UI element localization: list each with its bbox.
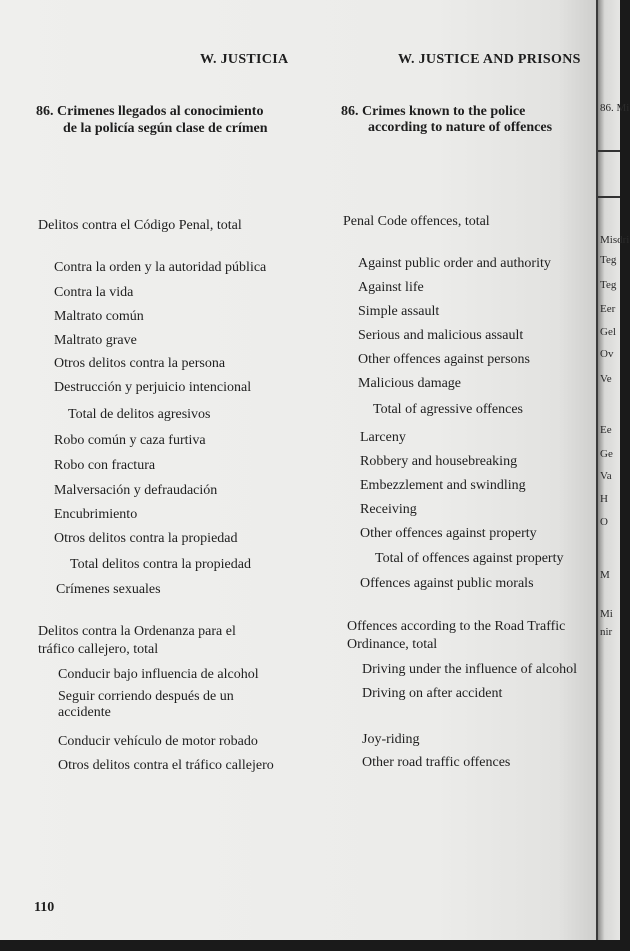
next-page-fragment: H <box>600 493 608 505</box>
row-label-en: Offences against public morals <box>360 576 534 591</box>
row-label-en: Driving under the influence of alcohol <box>362 662 577 677</box>
row-label-es: Contra la vida <box>54 285 134 300</box>
row-label-en: Total of offences against property <box>375 551 564 566</box>
next-page-fragment: Va <box>600 470 612 482</box>
row-label-es: Otros delitos contra la propiedad <box>54 531 238 546</box>
row-label-es: Total de delitos agresivos <box>68 407 211 422</box>
row-label-es: Contra la orden y la autoridad pública <box>54 260 267 275</box>
row-label-es: Otros delitos contra la persona <box>54 356 226 371</box>
next-page-fragment: Misdri <box>600 234 630 246</box>
row-label-en: Serious and malicious assault <box>358 328 524 343</box>
table-rule <box>598 196 620 198</box>
table-title-en: 86. Crimes known to the police <box>341 104 526 119</box>
row-label-en: Receiving <box>360 502 417 517</box>
row-label-en: Penal Code offences, total <box>343 214 490 229</box>
row-label-es: Encubrimiento <box>54 507 138 522</box>
row-label-es: Conducir vehículo de motor robado <box>58 734 258 749</box>
row-label-en: Embezzlement and swindling <box>360 478 526 493</box>
next-page-edge <box>598 0 630 940</box>
section-header-en: W. JUSTICE AND PRISONS <box>398 52 581 67</box>
next-page-fragment: 86. Mi <box>600 102 630 114</box>
row-label-es: Robo común y caza furtiva <box>54 433 206 448</box>
row-label-en: Simple assault <box>358 304 440 319</box>
next-page-fragment: Ee <box>600 424 612 436</box>
next-page-fragment: Teg <box>600 279 617 291</box>
row-label-en: Malicious damage <box>358 376 462 391</box>
row-label-es: Malversación y defraudación <box>54 483 218 498</box>
row-label-es: Destrucción y perjuicio intencional <box>54 380 252 395</box>
table-title-en: according to nature of offences <box>368 120 553 135</box>
row-label-es: Delitos contra el Código Penal, total <box>38 218 242 233</box>
next-page-fragment: Ov <box>600 348 614 360</box>
next-page-fragment: nir <box>600 626 613 638</box>
row-label-es: Seguir corriendo después de un <box>58 689 234 704</box>
row-label-en: Total of agressive offences <box>373 402 523 417</box>
row-label-es: Crímenes sexuales <box>56 582 161 597</box>
next-page-fragment: Mi <box>600 608 613 620</box>
row-label-en: Other offences against property <box>360 526 537 541</box>
row-label-es: Maltrato grave <box>54 333 137 348</box>
next-page-fragment: Gel <box>600 326 616 338</box>
row-label-en: Robbery and housebreaking <box>360 454 518 469</box>
section-header-es: W. JUSTICIA <box>200 52 289 67</box>
row-label-en: Other offences against persons <box>358 352 530 367</box>
row-label-en: Joy-riding <box>362 732 420 747</box>
next-page-fragment: Ve <box>600 373 612 385</box>
page-number: 110 <box>34 900 55 915</box>
row-label-en: Against life <box>358 280 424 295</box>
row-label-es: accidente <box>58 705 111 720</box>
table-title-es: de la policía según clase de crímen <box>63 121 268 136</box>
next-page-fragment: Eer <box>600 303 616 315</box>
row-label-es: Maltrato común <box>54 309 144 324</box>
row-label-es: Delitos contra la Ordenanza para el <box>38 624 236 639</box>
next-page-fragment: M <box>600 569 610 581</box>
row-label-en: Ordinance, total <box>347 637 438 652</box>
row-label-es: Otros delitos contra el tráfico callejero <box>58 758 274 773</box>
next-page-fragment: O <box>600 516 608 528</box>
row-label-es: Conducir bajo influencia de alcohol <box>58 667 259 682</box>
page-gutter <box>596 0 598 940</box>
next-page-fragment: Ge <box>600 448 613 460</box>
row-label-es: tráfico callejero, total <box>38 642 159 657</box>
table-title-es: 86. Crimenes llegados al conocimiento <box>36 104 264 119</box>
next-page-fragment: Teg <box>600 254 617 266</box>
row-label-en: Offences according to the Road Traffic <box>347 619 566 634</box>
row-label-en: Larceny <box>360 430 406 445</box>
row-label-es: Total delitos contra la propiedad <box>70 557 251 572</box>
row-label-en: Against public order and authority <box>358 256 551 271</box>
row-label-en: Other road traffic offences <box>362 755 511 770</box>
table-rule <box>598 150 620 152</box>
row-label-en: Driving on after accident <box>362 686 503 701</box>
row-label-es: Robo con fractura <box>54 458 156 473</box>
